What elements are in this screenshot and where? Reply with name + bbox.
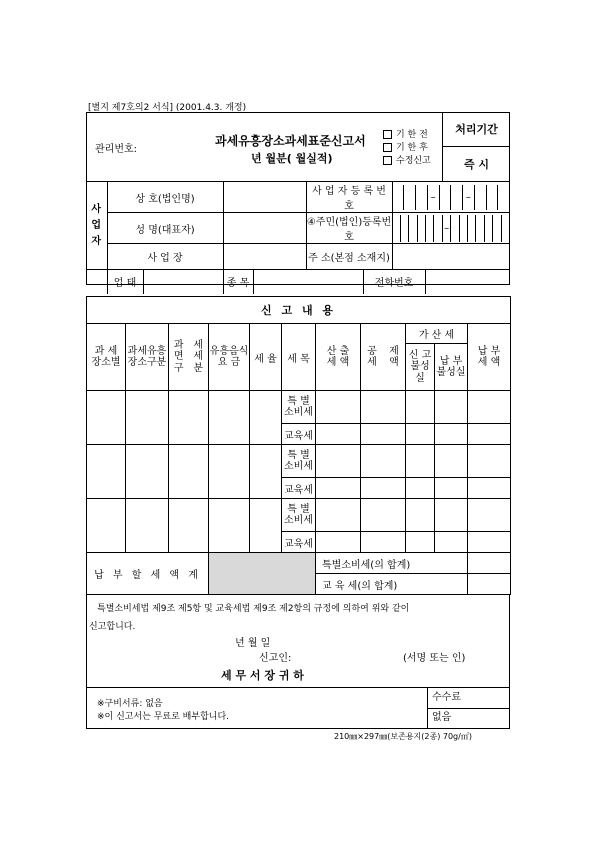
- footer-block: [86, 687, 510, 729]
- applicant-block: [86, 112, 510, 290]
- total-tax-shaded: [209, 553, 316, 595]
- business-item-label: 종 목: [223, 270, 253, 294]
- phone-label: 전화번호: [363, 270, 425, 294]
- processing-period-label: 처리기간: [455, 123, 498, 136]
- table-row: [87, 391, 511, 424]
- business-type-field[interactable]: [143, 270, 223, 294]
- tax-item-edu: 교육세: [282, 424, 316, 445]
- table-row: [87, 445, 511, 478]
- trade-name-label: 상 호(법인명): [107, 182, 223, 213]
- option-after-deadline[interactable]: 기 한 후: [383, 142, 431, 155]
- declaration-text-line2: 신고합니다.: [89, 622, 136, 632]
- paper-spec: 210㎜×297㎜(보존용지(2종) 70g/㎡): [334, 732, 472, 741]
- total-tax-label: 납 부 할 세 액 계: [87, 553, 209, 595]
- biz-reg-no-label: 사 업 자 등 록 번 호: [306, 182, 392, 213]
- header-tax-item: 세 목: [282, 324, 316, 391]
- fee-value: 없음: [432, 712, 452, 723]
- business-place-label: 사 업 장: [107, 244, 223, 270]
- header-place-type: 과 세 장소별: [87, 324, 126, 391]
- header-food-fee: 유흥음식 요 금: [209, 324, 250, 391]
- declaration-date: 년 월 일: [235, 638, 271, 649]
- business-place-field[interactable]: [223, 244, 306, 270]
- phone-field[interactable]: [425, 270, 509, 294]
- filing-options: [383, 129, 431, 168]
- management-number-label: 관리번호:: [95, 144, 138, 155]
- header-deduction: 공 세 제 액: [361, 324, 406, 391]
- recipient-label: 세 무 서 장 귀 하: [221, 669, 304, 682]
- header-additional-tax: 가 산 세: [406, 324, 468, 344]
- header-tax-rate: 세 율: [250, 324, 282, 391]
- header-payable-tax: 납 부 세 액: [468, 324, 511, 391]
- business-type-label: 업 태: [107, 270, 143, 294]
- tax-item-special: 특 별 소비세: [282, 499, 316, 532]
- declaration-block: [86, 594, 510, 688]
- tax-item-edu: 교육세: [282, 532, 316, 553]
- header-calculated-tax: 산 출 세 액: [316, 324, 361, 391]
- declaration-text-line1: 특별소비세법 제9조 제5항 및 교육세법 제9조 제2항의 규정에 의하여 위와 같이: [97, 604, 410, 614]
- header-entertainment-type: 과세유흥 장소구분: [126, 324, 169, 391]
- total-special-label: 특별소비세(의 합계): [316, 553, 468, 574]
- free-distribution-note: ※이 신고서는 무료로 배부합니다.: [97, 712, 230, 722]
- fee-box: [427, 688, 510, 728]
- total-edu-field[interactable]: [468, 574, 511, 595]
- representative-label: 성 명(대표자): [107, 213, 223, 244]
- header-report-neglect: 신 고 불성실: [406, 344, 435, 391]
- report-period: 년 월분( 월실적): [251, 152, 333, 165]
- option-amended[interactable]: 수정신고: [383, 155, 431, 168]
- reporter-label: 신고인:: [259, 653, 292, 664]
- checkbox-icon[interactable]: [383, 130, 392, 139]
- header-exemption: 과 면 구 세 세 분: [169, 324, 209, 391]
- form-reference: [별지 제7호의2 서식] (2001.4.3. 개정): [88, 103, 247, 113]
- checkbox-icon[interactable]: [383, 143, 392, 152]
- checkbox-icon[interactable]: [383, 156, 392, 165]
- attachments-note: ※구비서류: 없음: [97, 699, 163, 709]
- trade-name-field[interactable]: [223, 182, 306, 213]
- resident-no-label: ④주민(법인)등록번호: [306, 213, 392, 244]
- processing-period-box: [442, 113, 510, 181]
- report-section-title: 신 고 내 용: [87, 297, 511, 324]
- biz-reg-no-field[interactable]: – –: [392, 182, 509, 213]
- business-item-field[interactable]: [253, 270, 363, 294]
- applicant-table: [86, 181, 509, 294]
- tax-item-special: 특 별 소비세: [282, 445, 316, 478]
- header-payment-neglect: 납 부 불성실: [435, 344, 468, 391]
- total-special-field[interactable]: [468, 553, 511, 574]
- applicant-side-label: 사 업 자: [86, 182, 107, 270]
- tax-item-special: 특 별 소비세: [282, 391, 316, 424]
- processing-period-value: 즉 시: [463, 158, 490, 171]
- fee-label: 수수료: [432, 692, 461, 703]
- address-label: 주 소(본점 소재지): [306, 244, 392, 270]
- tax-item-edu: 교육세: [282, 478, 316, 499]
- resident-no-field[interactable]: –: [392, 213, 509, 244]
- option-before-deadline[interactable]: 기 한 전: [383, 129, 431, 142]
- representative-field[interactable]: [223, 213, 306, 244]
- table-row: [87, 499, 511, 532]
- signature-label: (서명 또는 인): [403, 653, 466, 664]
- address-field[interactable]: [392, 244, 509, 270]
- form-title: 과세유흥장소과세표준신고서: [215, 134, 366, 148]
- report-table: [86, 296, 511, 595]
- total-edu-label: 교 육 세(의 합계): [316, 574, 468, 595]
